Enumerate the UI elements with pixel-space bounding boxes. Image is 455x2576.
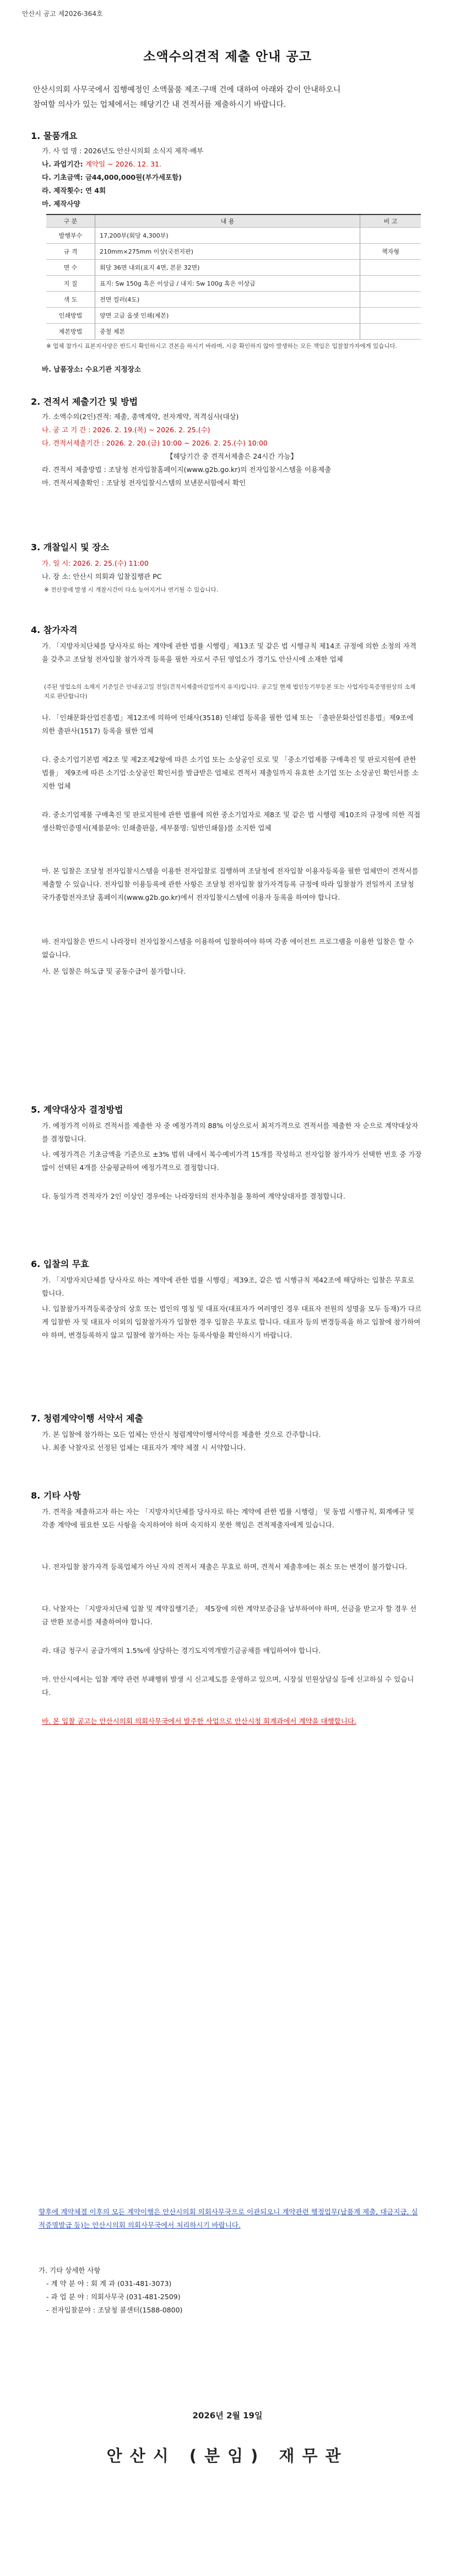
spec-note: [360, 292, 421, 308]
selection-item: 나. 예정가격은 기초금액을 기준으로 ±3% 범위 내에서 복수예비가격 15개를 작성하고 전자입찰 참가자가 선택한 번호 중 가장 많이 선택된 4개를 산술평균하여 예정가격으로 결정합니다.: [42, 1150, 422, 1172]
spec-col-header: 구 분: [46, 214, 95, 228]
opening-note: ※ 전산장애 발생 시 개찰시간이 다소 늦어지거나 연기될 수 있습니다.: [44, 587, 219, 593]
invalid-item: 나. 입찰참가자격등록증상의 상호 또는 법인의 명칭 및 대표자(대표자가 여러명인 경우 대표자 전원의 성명을 모두 등재)가 다르게 입찰한 자 및 대표자 이외의 입찰참가자가 입찰한 경우 입찰은 무효로 합니다. 대표자 등의 변경등록을 하고 입찰에 참가하여야 하며, 변경등록하지 않고 입찰에 참가하는 자는 등록사항을 확인하시기 바랍니다.: [42, 1305, 422, 1339]
misc-agency-note: 바. 본 입찰 공고는 안산시의회 의회사무국에서 발주한 사업으로 안산시청 회계과에서 계약을 대행합니다.: [42, 1717, 356, 1725]
spec-col-header: 비 고: [360, 214, 421, 228]
intro-line-1: 안산시의회 사무국에서 집행예정인 소액물품 제조·구매 건에 대하여 아래와 같이 안내하오니: [33, 85, 341, 94]
overview-label: 마. 제작사양: [42, 200, 80, 208]
issuing-organization: 안산시 (분임) 재무관: [106, 2446, 349, 2465]
spec-key: 색 도: [46, 292, 95, 308]
spec-key: 제본방법: [46, 324, 95, 340]
contact-line: - 계 약 분 야 : 회 계 과 (031-481-3073): [46, 2279, 172, 2288]
spec-value: 중철 제본: [95, 324, 360, 340]
delivery-location-text: 바. 납품장소: 수요기관 지정장소: [42, 365, 141, 373]
contact-line: - 과 업 분 야 : 의회사무국 (031-481-2509): [46, 2293, 181, 2301]
spec-col-header: 내 용: [95, 214, 360, 228]
eligibility-item: 사. 본 입찰은 하도급 및 공동수급이 불가합니다.: [42, 967, 186, 975]
section-heading-submission: 2. 견적서 제출기간 및 방법: [31, 396, 138, 407]
overview-value: 금44,000,000원(부가세포함): [85, 173, 182, 181]
section-heading-misc: 8. 기타 사항: [31, 1490, 81, 1501]
spec-value: 17,200부(회당 4,300부): [95, 228, 360, 244]
spec-key: 지 질: [46, 276, 95, 292]
misc-item: 나. 전자입찰 참가자격 등록업체가 아닌 자의 견적서 제출은 무효로 하며, 견적서 제출후에는 취소 또는 변경이 불가합니다.: [42, 1563, 408, 1571]
section-heading-selection: 5. 계약대상자 결정방법: [31, 1104, 123, 1115]
delivery-location: [42, 363, 422, 376]
closing-paragraph: [39, 2205, 424, 2232]
section-heading-eligibility: 4. 참가자격: [31, 625, 78, 635]
section-heading-opening: 3. 개찰일시 및 장소: [31, 542, 110, 552]
misc-item: 가. 견적을 제출하고자 하는 자는 「지방자치단체를 당사자로 하는 계약에 관한 법률 시행령」 및 동법 시행규칙, 회계예규 및 각종 계약에 필요한 모든 사항을 숙지하여야 하며 숙지하지 못한 책임은 견적제출자에게 있습니다.: [42, 1507, 415, 1529]
spec-note: [360, 276, 421, 292]
submission-line: 가. 소액수의(2인)견적: 제출, 총액계약, 전자계약, 적격심사(대상): [42, 412, 239, 421]
overview-frequency: [42, 184, 422, 197]
overview-label: 나. 과업기간:: [42, 160, 85, 168]
spec-note: [360, 260, 421, 276]
submission-period: 다. 견적서제출기간 : 2026. 2. 20.(금) 10:00 ~ 2026. 2. 25.(수) 10:00: [42, 439, 268, 447]
spec-value: 210mm×275mm 이상(국전지판): [95, 244, 360, 260]
section-heading-integrity: 7. 청렴계약이행 서약서 제출: [31, 1413, 143, 1424]
overview-value: 계약일 ~ 2026. 12. 31.: [85, 160, 161, 168]
selection-item: 다. 동일가격 견적자가 2인 이상인 경우에는 나라장터의 전자추첨을 통하여 계약상대자를 결정합니다.: [42, 1192, 345, 1200]
spec-value: 표지: Sw 150g 혹은 이상급 / 내지: Sw 100g 혹은 이상급: [95, 276, 360, 292]
spec-key: 발행부수: [46, 228, 95, 244]
overview-label: 가. 사 업 명 :: [42, 147, 84, 155]
table-row: [46, 228, 421, 244]
opening-line: [42, 557, 422, 570]
spec-value: 양면 고급 옵셋 인쇄(제본): [95, 308, 360, 324]
issue-date: 2026년 2월 19일: [192, 2411, 263, 2421]
page-title: 소액수의견적 제출 안내 공고: [143, 50, 312, 64]
spec-note: [360, 228, 421, 244]
misc-item: 마. 안산시에서는 입찰 계약 관련 부패행위 발생 시 신고제도를 운영하고 있으며, 시장실 민원상담실 등에 신고하실 수 있습니다.: [42, 1675, 414, 1697]
overview-project-name: [42, 144, 422, 158]
overview-label: 라. 제작횟수:: [42, 186, 85, 195]
spec-key: 인쇄방법: [46, 308, 95, 324]
spec-key: 규 격: [46, 244, 95, 260]
contact-title: 가. 기타 상세한 사항: [39, 2266, 101, 2274]
selection-item: 가. 예정가격 이하로 견적서를 제출한 자 중 예정가격의 88% 이상으로서 최저가격으로 견적서를 제출한 자 순으로 계약대상자를 결정합니다.: [42, 1121, 419, 1143]
invalid-item: 가. 「지방자치단체를 당사자로 하는 계약에 관한 법률 시행령」제39조, 같은 법 시행규칙 제42조에 해당하는 입찰은 무효로 합니다.: [42, 1276, 414, 1297]
overview-value: 연 4회: [85, 186, 106, 195]
overview-label: 다. 기초금액:: [42, 173, 85, 181]
misc-item: [42, 1715, 422, 1728]
spec-value: 회당 36면 내외(표지 4면, 본문 32면): [95, 260, 360, 276]
contact-line: - 전자입찰분야 : 조달청 콜센터(1588-0800): [46, 2306, 183, 2314]
table-row: [46, 308, 421, 324]
spec-key: 면 수: [46, 260, 95, 276]
submission-line: 마. 견적서제출확인 : 조달청 전자입찰시스템의 보낸문서함에서 확인: [42, 479, 246, 487]
submission-line: [42, 423, 422, 437]
eligibility-item: 나. 「인쇄문화산업진흥법」제12조에 의하여 인쇄사(3518) 인쇄업 등록을 필한 업체 또는 「출판문화산업진흥법」제9조에 의한 출판사(1517) 등록을 필한 업체: [42, 713, 414, 735]
spec-table: [46, 214, 421, 340]
spec-warning-note: ※ 업체 참가시 표본지사양은 반드시 확인하시고 견본을 하시기 바라며, 시중 확인하지 않아 발생하는 모든 책임은 입찰참가자에게 있습니다.: [46, 343, 397, 350]
table-row: [46, 292, 421, 308]
eligibility-item: 마. 본 입찰은 조달청 전자입찰시스템을 이용한 전자입찰로 집행하며 조달청에 전자입찰 이용자등록을 필한 업체만이 견적서를 제출할 수 있습니다. 전자입찰 이용등록에 관한 사항은 조달청 전자입찰 참가자격등록 규정에 따라 입찰참가 전일까지 조달청 국가종합전자조달 홈페이지(www.g2b.go.kr)에서 전자입찰시스템에 이용자 등록을 하여야 합니다.: [42, 867, 419, 901]
section-heading-overview: 1. 물품개요: [31, 131, 78, 141]
section-heading-invalid: 6. 입찰의 무효: [31, 1259, 89, 1269]
overview-base-price: [42, 171, 422, 184]
misc-item: 라. 대금 청구시 공급가액의 1.5%에 상당하는 경기도지역개발기금공채를 매입하여야 합니다.: [42, 1646, 321, 1655]
integrity-item: 가. 본 입찰에 참가하는 모든 업체는 안산시 청렴계약이행서약서를 제출한 것으로 간주합니다.: [42, 1430, 321, 1439]
opening-date: 가. 일 시: 2026. 2. 25.(수) 11:00: [42, 559, 149, 567]
spec-value: 전면 컬러(4도): [95, 292, 360, 308]
submission-line: 라. 견적서 제출방법 : 조달청 전자입찰홈페이지(www.g2b.go.kr)의 전자입찰시스템을 이용제출: [42, 465, 332, 474]
submission-notice-period: 나. 공 고 기 간 : 2026. 2. 19.(목) ~ 2026. 2. 25.(수): [42, 426, 210, 434]
integrity-item: 나. 최종 낙찰자로 선정된 업체는 대표자가 계약 체결 시 서약합니다.: [42, 1443, 246, 1452]
spec-note: 책자형: [360, 244, 421, 260]
spec-note: [360, 308, 421, 324]
eligibility-note: (주된 영업소의 소재지 기준일은 안내공고일 전일(견적서제출마감일까지 유지)입니다. 공고일 현재 법인등기부등본 또는 사업자등록증명원상의 소재지로 판단합니다): [44, 684, 416, 700]
overview-spec-label: [42, 197, 422, 211]
eligibility-item: 다. 중소기업기본법 제2조 및 제2조제2항에 따른 소기업 또는 소상공인 로로 및 「중소기업제품 구매촉진 및 판로지원에 관한 법률」 제9조에 따른 소기업·소상공인 확인서를 발급받은 업체로 견적서 제출일까지 유효한 소기업 또는 소상공인 확인서를 소지한 업체: [42, 755, 419, 790]
table-row: [46, 276, 421, 292]
eligibility-item: 라. 중소기업제품 구매촉진 및 판로지원에 관한 법률에 의한 중소기업자로 제8조 및 같은 법 시행령 제10조의 규정에 의한 직접생산확인증명서(제품분야: 인쇄출판물, 세부품명: 일반인쇄물)를 소지한 업체: [42, 811, 421, 832]
overview-value: 2026년도 안산시의회 소식지 제작·배부: [84, 147, 204, 155]
misc-item: 다. 낙찰자는 「지방자치단체 입찰 및 계약집행기준」 제5장에 의한 계약보증금을 납부하여야 하며, 선금을 받고자 할 경우 선금 반환 보증서를 제출하여야 합니다.: [42, 1604, 417, 1626]
intro-line-2: 참여할 의사가 있는 업체에서는 해당기간 내 견적서를 제출하시기 바랍니다.: [33, 100, 286, 109]
table-row: [46, 260, 421, 276]
table-row: [46, 324, 421, 340]
eligibility-item: 바. 전자입찰은 반드시 나라장터 전자입찰시스템을 이용하여 입찰하여야 하며 각종 에이전트 프로그램을 이용한 입찰은 할 수 없습니다.: [42, 937, 414, 959]
opening-line: 나. 장 소: 안산시 의회과 입찰집행관 PC: [42, 572, 162, 581]
closing-transfer-note: 향후에 계약체결 이후의 모든 계약이행은 안산시의회 의회사무국으로 이관되오니 계약관련 행정업무(납품계 제출, 대금지급, 실적증명발급 등)는 안산시의회 의회사무국에서 처리하시기 바랍니다.: [39, 2208, 418, 2229]
overview-period: [42, 158, 422, 171]
spec-note: [360, 324, 421, 340]
submission-line: [42, 437, 422, 450]
submission-line: 【해당기간 중 견적서제출은 24시간 가능】: [166, 452, 297, 460]
table-row: [46, 244, 421, 260]
eligibility-item: 가. 「지방자치단체를 당사자로 하는 계약에 관한 법률 시행령」제13조 및 같은 법 시행규칙 제14조 규정에 의한 소정의 자격을 갖추고 조달청 전자입찰 참가자격 등록을 필한 자로서 주된 영업소가 경기도 안산시에 소재한 업체: [42, 642, 416, 663]
spec-table-header-row: [46, 214, 421, 228]
notice-reference-number: 안산시 공고 제2026-364호: [22, 10, 103, 18]
